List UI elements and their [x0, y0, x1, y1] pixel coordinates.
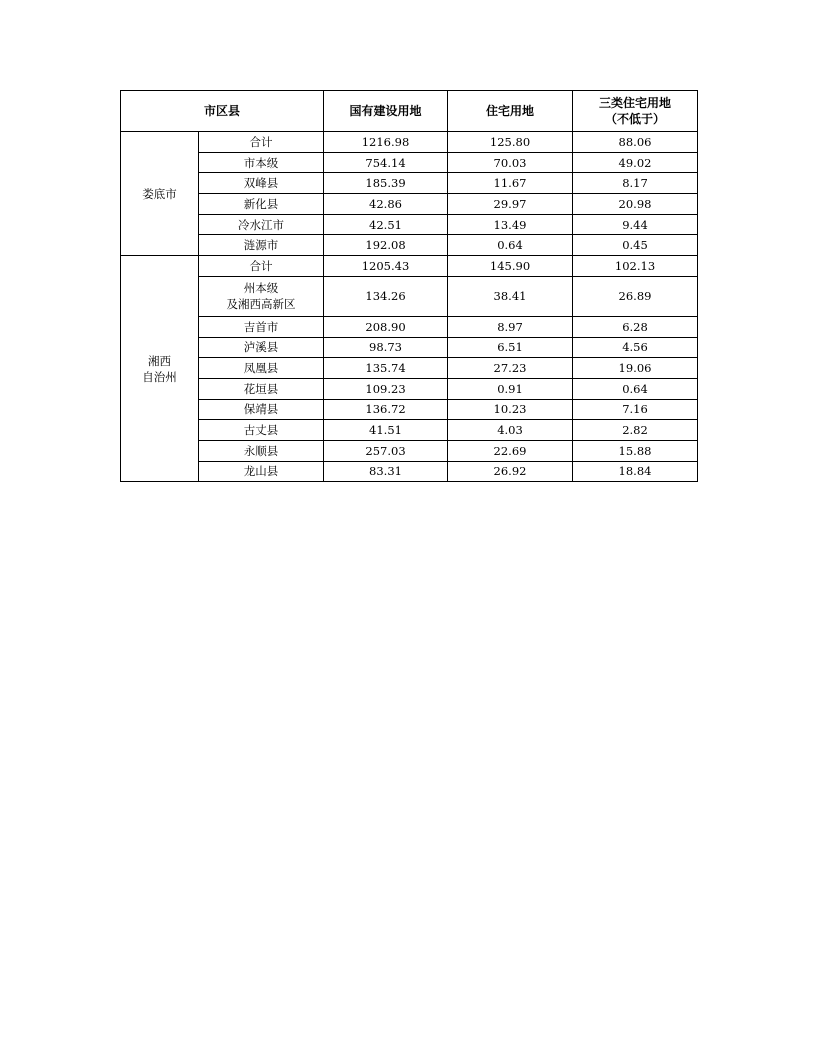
residential-value: 8.97 [448, 316, 573, 337]
state-land-value: 134.26 [324, 276, 448, 316]
county-name-cell: 泸溪县 [199, 337, 324, 358]
county-name-cell: 永顺县 [199, 440, 324, 461]
county-name-line2: 及湘西高新区 [226, 297, 296, 312]
residential-value: 145.90 [448, 256, 573, 277]
table-body [121, 132, 698, 482]
table-row [121, 152, 698, 173]
county-name-cell: 凤凰县 [199, 358, 324, 379]
region-group-cell [121, 132, 199, 256]
table-row [121, 173, 698, 194]
header-class3-line2: （不低于） [605, 112, 666, 126]
class3-residential-value: 102.13 [573, 256, 698, 277]
table-row [121, 461, 698, 482]
residential-value: 13.49 [448, 214, 573, 235]
state-land-value: 98.73 [324, 337, 448, 358]
header-class3-residential [573, 91, 698, 132]
class3-residential-value: 18.84 [573, 461, 698, 482]
state-land-value: 42.51 [324, 214, 448, 235]
table-row [121, 194, 698, 215]
residential-value: 11.67 [448, 173, 573, 194]
class3-residential-value: 88.06 [573, 132, 698, 153]
county-name-cell: 双峰县 [199, 173, 324, 194]
residential-value: 27.23 [448, 358, 573, 379]
class3-residential-value: 4.56 [573, 337, 698, 358]
residential-value: 125.80 [448, 132, 573, 153]
table-row [121, 337, 698, 358]
header-state-land: 国有建设用地 [324, 91, 448, 132]
state-land-value: 135.74 [324, 358, 448, 379]
residential-value: 4.03 [448, 420, 573, 441]
region-group-cell [121, 256, 199, 482]
region-group-name-line1: 湘西 [148, 353, 171, 368]
class3-residential-value: 8.17 [573, 173, 698, 194]
state-land-value: 208.90 [324, 316, 448, 337]
class3-residential-value: 7.16 [573, 399, 698, 420]
residential-value: 29.97 [448, 194, 573, 215]
class3-residential-value: 6.28 [573, 316, 698, 337]
residential-value: 6.51 [448, 337, 573, 358]
state-land-value: 192.08 [324, 235, 448, 256]
class3-residential-value: 0.45 [573, 235, 698, 256]
class3-residential-value: 19.06 [573, 358, 698, 379]
state-land-value: 257.03 [324, 440, 448, 461]
county-name-cell: 合计 [199, 256, 324, 277]
residential-value: 0.64 [448, 235, 573, 256]
county-name-line1: 州本级 [243, 281, 279, 296]
region-group-name-line2: 自治州 [142, 369, 177, 384]
county-name-cell: 龙山县 [199, 461, 324, 482]
county-name-cell: 新化县 [199, 194, 324, 215]
header-region: 市区县 [121, 91, 324, 132]
class3-residential-value: 9.44 [573, 214, 698, 235]
residential-value: 70.03 [448, 152, 573, 173]
county-name-cell: 市本级 [199, 152, 324, 173]
class3-residential-value: 49.02 [573, 152, 698, 173]
state-land-value: 136.72 [324, 399, 448, 420]
state-land-value: 42.86 [324, 194, 448, 215]
residential-value: 0.91 [448, 378, 573, 399]
table-row [121, 378, 698, 399]
region-group-name-line1: 娄底市 [142, 186, 177, 201]
header-residential: 住宅用地 [448, 91, 573, 132]
state-land-value: 83.31 [324, 461, 448, 482]
class3-residential-value: 0.64 [573, 378, 698, 399]
county-name-cell: 花垣县 [199, 378, 324, 399]
table-row [121, 235, 698, 256]
table-row [121, 132, 698, 153]
state-land-value: 109.23 [324, 378, 448, 399]
county-name-cell: 合计 [199, 132, 324, 153]
state-land-value: 754.14 [324, 152, 448, 173]
table-row [121, 214, 698, 235]
county-name-cell: 冷水江市 [199, 214, 324, 235]
residential-value: 38.41 [448, 276, 573, 316]
state-land-value: 1216.98 [324, 132, 448, 153]
county-name-cell: 吉首市 [199, 316, 324, 337]
residential-value: 22.69 [448, 440, 573, 461]
county-name-cell: 古丈县 [199, 420, 324, 441]
residential-value: 26.92 [448, 461, 573, 482]
state-land-value: 1205.43 [324, 256, 448, 277]
table-row [121, 358, 698, 379]
table-row [121, 316, 698, 337]
table-header-row [121, 91, 698, 132]
land-supply-table [120, 90, 698, 482]
state-land-value: 185.39 [324, 173, 448, 194]
table-row [121, 256, 698, 277]
class3-residential-value: 26.89 [573, 276, 698, 316]
county-name-cell: 涟源市 [199, 235, 324, 256]
table-row [121, 440, 698, 461]
class3-residential-value: 2.82 [573, 420, 698, 441]
class3-residential-value: 20.98 [573, 194, 698, 215]
header-class3-line1: 三类住宅用地 [599, 96, 672, 110]
class3-residential-value: 15.88 [573, 440, 698, 461]
table-row [121, 399, 698, 420]
table-row [121, 420, 698, 441]
state-land-value: 41.51 [324, 420, 448, 441]
table-row [121, 276, 698, 316]
county-name-cell [199, 276, 324, 316]
county-name-cell: 保靖县 [199, 399, 324, 420]
residential-value: 10.23 [448, 399, 573, 420]
